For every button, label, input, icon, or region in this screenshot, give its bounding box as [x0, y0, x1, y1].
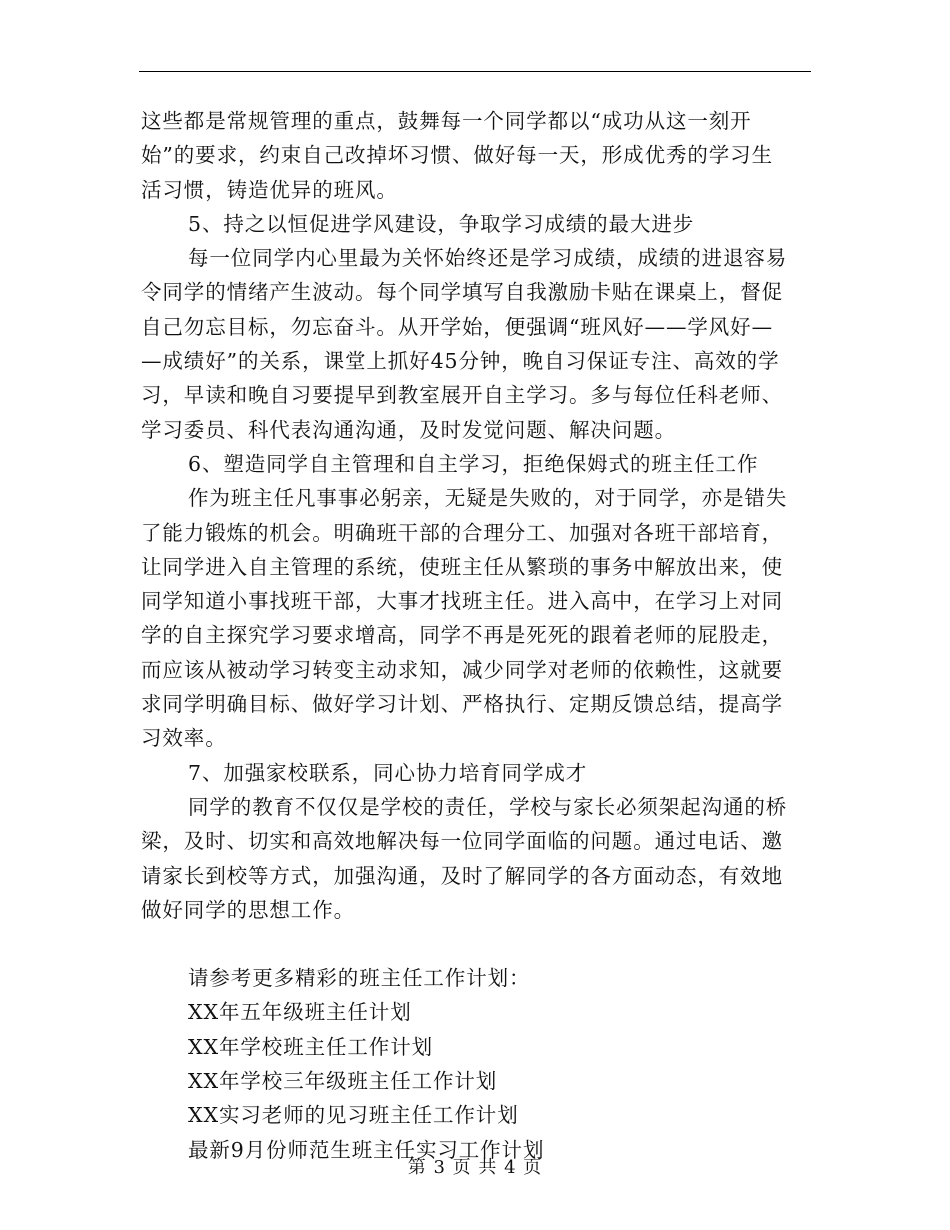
- page-number: 第 3 页 共 4 页: [407, 1157, 543, 1178]
- section-heading-5: 5、持之以恒促进学风建设，争取学习成绩的最大进步: [188, 211, 695, 236]
- document-body: [141, 104, 801, 1167]
- paragraph-line: 习，早读和晚自习要提早到教室展开自主学习。多与每位任科老师、: [141, 383, 783, 408]
- paragraph-line: —成绩好”的关系，课堂上抓好45分钟，晚自习保证专注、高效的学: [141, 349, 780, 374]
- paragraph-line: 作为班主任凡事事必躬亲，无疑是失败的，对于同学，亦是错失: [188, 486, 788, 511]
- section-spacer: [141, 927, 801, 961]
- paragraph-line: 而应该从被动学习转变主动求知，减少同学对老师的依赖性，这就要: [141, 657, 783, 682]
- paragraph-line: 始”的要求，约束自己改掉坏习惯、做好每一天，形成优秀的学习生: [141, 143, 773, 168]
- paragraph-line: 习效率。: [141, 726, 227, 751]
- paragraph-line: 学习委员、科代表沟通沟通，及时发觉问题、解决问题。: [141, 417, 676, 442]
- paragraph-line: 活习惯，铸造优异的班风。: [141, 177, 398, 202]
- paragraph-line: 同学知道小事找班干部，大事才找班主任。进入高中，在学习上对同: [141, 589, 783, 614]
- related-plan-link[interactable]: XX年学校三年级班主任工作计划: [188, 1069, 498, 1094]
- paragraph-line: 这些都是常规管理的重点，鼓舞每一个同学都以“成功从这一刻开: [141, 109, 752, 133]
- section-heading-6: 6、塑造同学自主管理和自主学习，拒绝保姆式的班主任工作: [188, 451, 759, 476]
- related-plan-link[interactable]: XX实习老师的见习班主任工作计划: [188, 1103, 519, 1128]
- related-plan-link[interactable]: 最新9月份师范生班主任实习工作计划: [188, 1137, 545, 1162]
- paragraph-line: 同学的教育不仅仅是学校的责任，学校与家长必须架起沟通的桥: [188, 794, 788, 819]
- related-plan-link[interactable]: XX年五年级班主任计划: [188, 1000, 412, 1025]
- paragraph-line: 了能力锻炼的机会。明确班干部的合理分工、加强对各班干部培育，: [141, 520, 783, 545]
- paragraph-line: 学的自主探究学习要求增高，同学不再是死死的跟着老师的屁股走，: [141, 623, 783, 648]
- header-rule: [139, 71, 811, 72]
- paragraph-line: 求同学明确目标、做好学习计划、严格执行、定期反馈总结，提高学: [141, 692, 783, 717]
- paragraph-line: 自己勿忘目标，勿忘奋斗。从开学始，便强调“班风好——学风好—: [141, 314, 773, 339]
- paragraph-line: 每一位同学内心里最为关怀始终还是学习成绩，成绩的进退容易: [188, 246, 788, 271]
- related-plan-link[interactable]: XX年学校班主任工作计划: [188, 1034, 433, 1059]
- paragraph-line: 让同学进入自主管理的系统，使班主任从繁琐的事务中解放出来，使: [141, 554, 783, 579]
- paragraph-line: 做好同学的思想工作。: [141, 897, 355, 922]
- paragraph-line: 梁，及时、切实和高效地解决每一位同学面临的问题。通过电话、邀: [141, 829, 783, 854]
- section-heading-7: 7、加强家校联系，同心协力培育同学成才: [188, 760, 588, 785]
- related-plans-intro: 请参考更多精彩的班主任工作计划：: [188, 966, 531, 991]
- paragraph-line: 令同学的情绪产生波动。每个同学填写自我激励卡贴在课桌上，督促: [141, 280, 783, 305]
- paragraph-line: 请家长到校等方式，加强沟通，及时了解同学的各方面动态，有效地: [141, 863, 783, 888]
